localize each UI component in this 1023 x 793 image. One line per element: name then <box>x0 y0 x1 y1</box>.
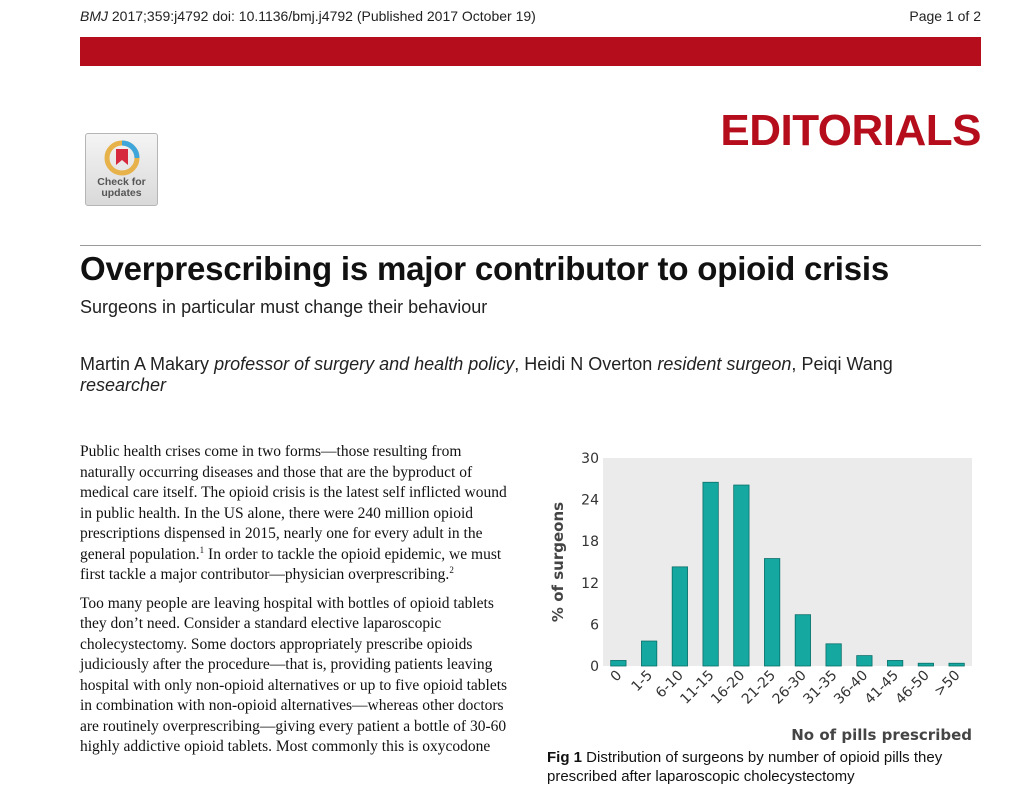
y-tick-label: 12 <box>581 575 599 592</box>
bar <box>918 663 933 666</box>
article-subtitle: Surgeons in particular must change their behaviour <box>80 297 488 317</box>
bar <box>611 660 626 666</box>
x-axis-label: No of pills prescribed <box>791 726 972 744</box>
x-tick-label: 16-20 <box>708 667 749 708</box>
reference-link[interactable]: 1 <box>199 544 205 555</box>
bar <box>826 644 841 666</box>
bar <box>672 567 687 666</box>
y-axis-label: % of surgeons <box>549 501 567 623</box>
y-tick-label: 30 <box>581 451 599 467</box>
crossmark-icon <box>102 138 142 178</box>
author-role: resident surgeon <box>657 354 792 374</box>
x-tick-label: 36-40 <box>831 667 872 708</box>
bar <box>795 615 810 666</box>
y-tick-label: 6 <box>590 617 599 634</box>
x-tick-label: 26-30 <box>769 667 810 708</box>
plot-area <box>603 458 972 666</box>
reference-link[interactable]: 2 <box>449 564 454 575</box>
y-axis <box>581 451 599 675</box>
x-axis <box>608 668 964 708</box>
running-header <box>80 8 536 24</box>
badge-label: Check for updates <box>97 176 146 199</box>
y-tick-label: 18 <box>581 534 599 551</box>
author-name: Peiqi Wang <box>801 354 893 374</box>
body-paragraph: Too many people are leaving hospital with bottles of opioid tablets they don’t need. Consider a standard elective laparoscopic cholecystectomy. Some doctors appropriately prescribe opioids judiciously after the procedure—that is, providing patients leaving hospital with only non-opioid alternatives or up to five opioid tablets in combination with non-opioid alternatives—whereas other doctors are routinely overprescribing—giving every patient a bottle of 30-60 highly addictive opioid tablets. Most commonly this is oxycodone <box>80 594 508 755</box>
author-name: Heidi N Overton <box>524 354 653 374</box>
body-paragraph: Public health crises come in two forms—those resulting from naturally occurring diseases and those that are the byproduct of medical care itself. The opioid crisis is the latest self inflicted wound in public health. In the US alone, there were 240 million opioid prescriptions dispensed in 2015, nearly one for every adult in the general population.$^1$ In order to tackle the opioid epidemic, we must first tackle a major contributor—physician overprescribing.$^2$ <box>80 443 507 583</box>
opioid-pills-bar-chart <box>540 440 980 750</box>
author-list: Martin A Makary professor of surgery and health policy, Heidi N Overton resident surgeon, Peiqi Wang researcher <box>80 354 893 395</box>
author-role: professor of surgery and health policy <box>214 354 515 374</box>
figure-caption <box>547 748 977 786</box>
page-number: Page 1 of 2 <box>909 8 981 24</box>
citation: 2017;359:j4792 doi: 10.1136/bmj.j4792 (Published 2017 October 19) <box>111 8 536 24</box>
x-tick-label: 46-50 <box>892 667 933 708</box>
y-tick-label: 0 <box>590 659 599 675</box>
x-tick-label: 6-10 <box>652 667 687 702</box>
caption-text: Distribution of surgeons by number of opioid pills they prescribed after laparoscopic cholecystectomy <box>547 749 943 785</box>
x-tick-label: 41-45 <box>861 667 902 708</box>
article-title: Overprescribing is major contributor to opioid crisis <box>80 250 890 287</box>
author-name: Martin A Makary <box>80 354 210 374</box>
bar <box>764 559 779 666</box>
journal-name: BMJ <box>80 8 108 24</box>
bar <box>641 641 656 666</box>
figure-1 <box>540 440 980 760</box>
bar <box>949 663 964 666</box>
x-tick-label: >50 <box>931 667 964 700</box>
bar <box>703 482 718 666</box>
check-for-updates-badge[interactable] <box>85 133 158 206</box>
article-body <box>80 442 520 766</box>
y-tick-label: 24 <box>581 492 599 509</box>
x-tick-label: 11-15 <box>677 667 718 708</box>
bar <box>887 660 902 666</box>
header-banner <box>80 37 981 66</box>
x-tick-label: 1-5 <box>628 667 656 696</box>
author-role: researcher <box>80 375 167 395</box>
x-tick-label: 21-25 <box>738 667 779 708</box>
caption-label: Fig 1 <box>547 749 583 766</box>
bar <box>734 485 749 666</box>
title-divider <box>80 245 981 246</box>
section-label: EDITORIALS <box>720 106 981 155</box>
x-tick-label: 0 <box>607 667 626 686</box>
bar <box>857 656 872 666</box>
x-tick-label: 31-35 <box>800 667 841 708</box>
